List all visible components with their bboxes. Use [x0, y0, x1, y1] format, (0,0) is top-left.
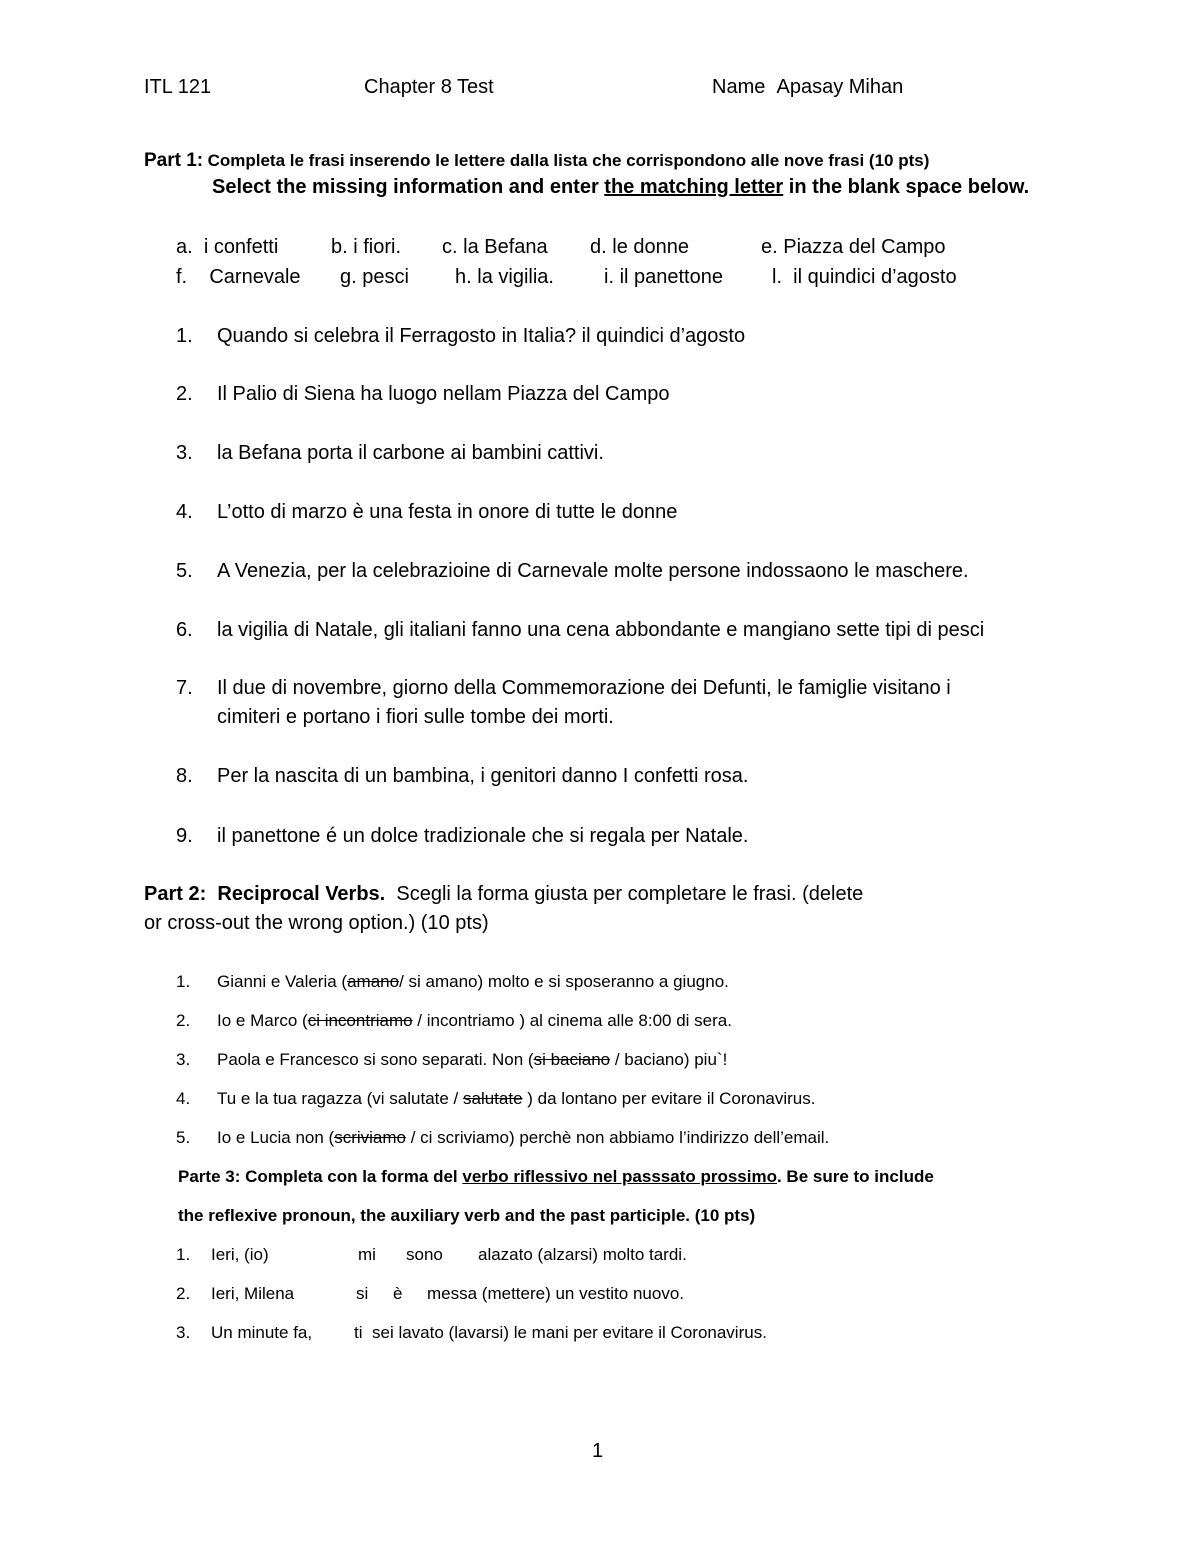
part2-item-5: Io e Lucia non (scriviamo / ci scriviamo) perchè non abbiamo l’indirizzo dell’email.: [217, 1128, 830, 1147]
page-number: 1: [592, 1440, 604, 1462]
part1-item-8-number: 8.: [176, 765, 193, 787]
part1-item-9-number: 9.: [176, 825, 193, 847]
instruction-en-underlined: the matching letter: [604, 176, 784, 198]
part3-item-3-number: 3.: [176, 1323, 191, 1342]
part1-item-6-number: 6.: [176, 619, 193, 641]
course-code: ITL 121: [144, 76, 212, 98]
part1-item-4-text: L’otto di marzo è una festa in onore di tutte le donne: [217, 501, 678, 523]
part1-item-7-text-line2: cimiteri e portano i fiori sulle tombe dei morti.: [217, 706, 614, 728]
part2-item-2: Io e Marco (ci incontriamo / incontriamo ) al cinema alle 8:00 di sera.: [217, 1011, 732, 1030]
part1-item-4-number: 4.: [176, 501, 193, 523]
part1-item-3-number: 3.: [176, 442, 193, 464]
part2-item-2-number: 2.: [176, 1011, 191, 1030]
part1-instruction-it: Completa le frasi inserendo le lettere dalla lista che corrispondono alle nove frasi (10 pts): [207, 151, 930, 170]
part1-item-3-text: la Befana porta il carbone ai bambini cattivi.: [217, 442, 604, 464]
part1-item-6-text: la vigilia di Natale, gli italiani fanno una cena abbondante e mangiano sette tipi di pesci: [217, 619, 985, 641]
part2-item-3-number: 3.: [176, 1050, 191, 1069]
part3-item-2-pronoun: si: [356, 1284, 369, 1303]
part2-subtitle: Reciprocal Verbs.: [217, 883, 386, 905]
part1-item-2-number: 2.: [176, 383, 193, 405]
part1-item-1-number: 1.: [176, 325, 193, 347]
part3-item-1-auxiliary: sono: [406, 1245, 443, 1264]
part3-item-3-pronoun: ti: [354, 1323, 363, 1342]
test-title: Chapter 8 Test: [364, 76, 494, 98]
option-d: d. le donne: [590, 236, 689, 258]
part2-instruction-1: Scegli la forma giusta per completare le frasi. (delete: [396, 883, 864, 905]
crossed-option: salutate: [463, 1089, 523, 1108]
part2-label: Part 2:: [144, 883, 207, 905]
part1-heading: [144, 150, 929, 172]
part2-item-4-number: 4.: [176, 1089, 191, 1108]
part3-item-2-subject: Ieri, Milena: [211, 1284, 295, 1303]
part1-label: Part 1:: [144, 150, 204, 171]
part3-item-1-number: 1.: [176, 1245, 191, 1264]
part3-item-1-pronoun: mi: [358, 1245, 376, 1264]
part3-item-1-rest: alazato (alzarsi) molto tardi.: [478, 1245, 687, 1264]
part1-item-5-number: 5.: [176, 560, 193, 582]
part3-instruction: the reflexive pronoun, the auxiliary verb and the past participle. (10 pts): [178, 1206, 756, 1225]
part2-instruction-2: or cross-out the wrong option.) (10 pts): [144, 912, 489, 934]
part2-item-5-number: 5.: [176, 1128, 191, 1147]
part2-item-1-number: 1.: [176, 972, 191, 991]
instruction-en-pre: Select the missing information and enter: [212, 176, 605, 198]
part3-item-3-subject: Un minute fa,: [211, 1323, 313, 1342]
part1-instruction-en: [212, 176, 1029, 199]
option-c: c. la Befana: [442, 236, 548, 258]
part3-item-1-subject: Ieri, (io): [211, 1245, 269, 1264]
instruction-en-post: in the blank space below.: [783, 176, 1030, 198]
option-i: i. il panettone: [604, 266, 723, 288]
part1-item-7-text: Il due di novembre, giorno della Commemorazione dei Defunti, le famiglie visitano i: [217, 677, 951, 699]
part3-item-2-rest: messa (mettere) un vestito nuovo.: [427, 1284, 685, 1303]
option-f: f. Carnevale: [176, 266, 301, 288]
option-g: g. pesci: [340, 266, 409, 288]
option-l: l. il quindici d’agosto: [772, 266, 957, 288]
part2-item-1: Gianni e Valeria (amano/ si amano) molto e si sposeranno a giugno.: [217, 972, 729, 991]
part3-underlined: verbo riflessivo nel passsato prossimo: [462, 1167, 777, 1186]
part3-item-2-number: 2.: [176, 1284, 191, 1303]
part1-item-9-text: il panettone é un dolce tradizionale che si regala per Natale.: [217, 825, 749, 847]
part3-heading: Parte 3: Completa con la forma del verbo riflessivo nel passsato prossimo. Be sure to include: [178, 1167, 934, 1186]
part1-item-2-text: Il Palio di Siena ha luogo nellam Piazza del Campo: [217, 383, 670, 405]
part1-item-5-text: A Venezia, per la celebrazioine di Carnevale molte persone indossaono le maschere.: [217, 560, 969, 582]
part3-item-3-rest: sei lavato (lavarsi) le mani per evitare il Coronavirus.: [372, 1323, 767, 1342]
name-value: Apasay Mihan: [776, 76, 904, 98]
part2-heading: [144, 883, 863, 906]
part2-item-3: Paola e Francesco si sono separati. Non (si baciano / baciano) piu`!: [217, 1050, 728, 1069]
crossed-option: scriviamo: [334, 1128, 406, 1147]
part3-item-2-auxiliary: è: [393, 1284, 403, 1303]
part2-item-4: Tu e la tua ragazza (vi salutate / salutate ) da lontano per evitare il Coronavirus.: [217, 1089, 816, 1108]
option-b: b. i fiori.: [331, 236, 402, 258]
student-name: [712, 76, 903, 99]
part1-item-7-number: 7.: [176, 677, 193, 699]
crossed-option: si baciano: [533, 1050, 611, 1069]
option-e: e. Piazza del Campo: [761, 236, 946, 258]
option-a: a. i confetti: [176, 236, 279, 258]
crossed-option: ci incontriamo: [307, 1011, 413, 1030]
name-label: Name: [712, 76, 766, 98]
part1-item-8-text: Per la nascita di un bambina, i genitori danno I confetti rosa.: [217, 765, 749, 787]
option-h: h. la vigilia.: [455, 266, 554, 288]
part1-item-1-text: Quando si celebra il Ferragosto in Italia? il quindici d’agosto: [217, 325, 746, 347]
crossed-option: amano: [347, 972, 400, 991]
